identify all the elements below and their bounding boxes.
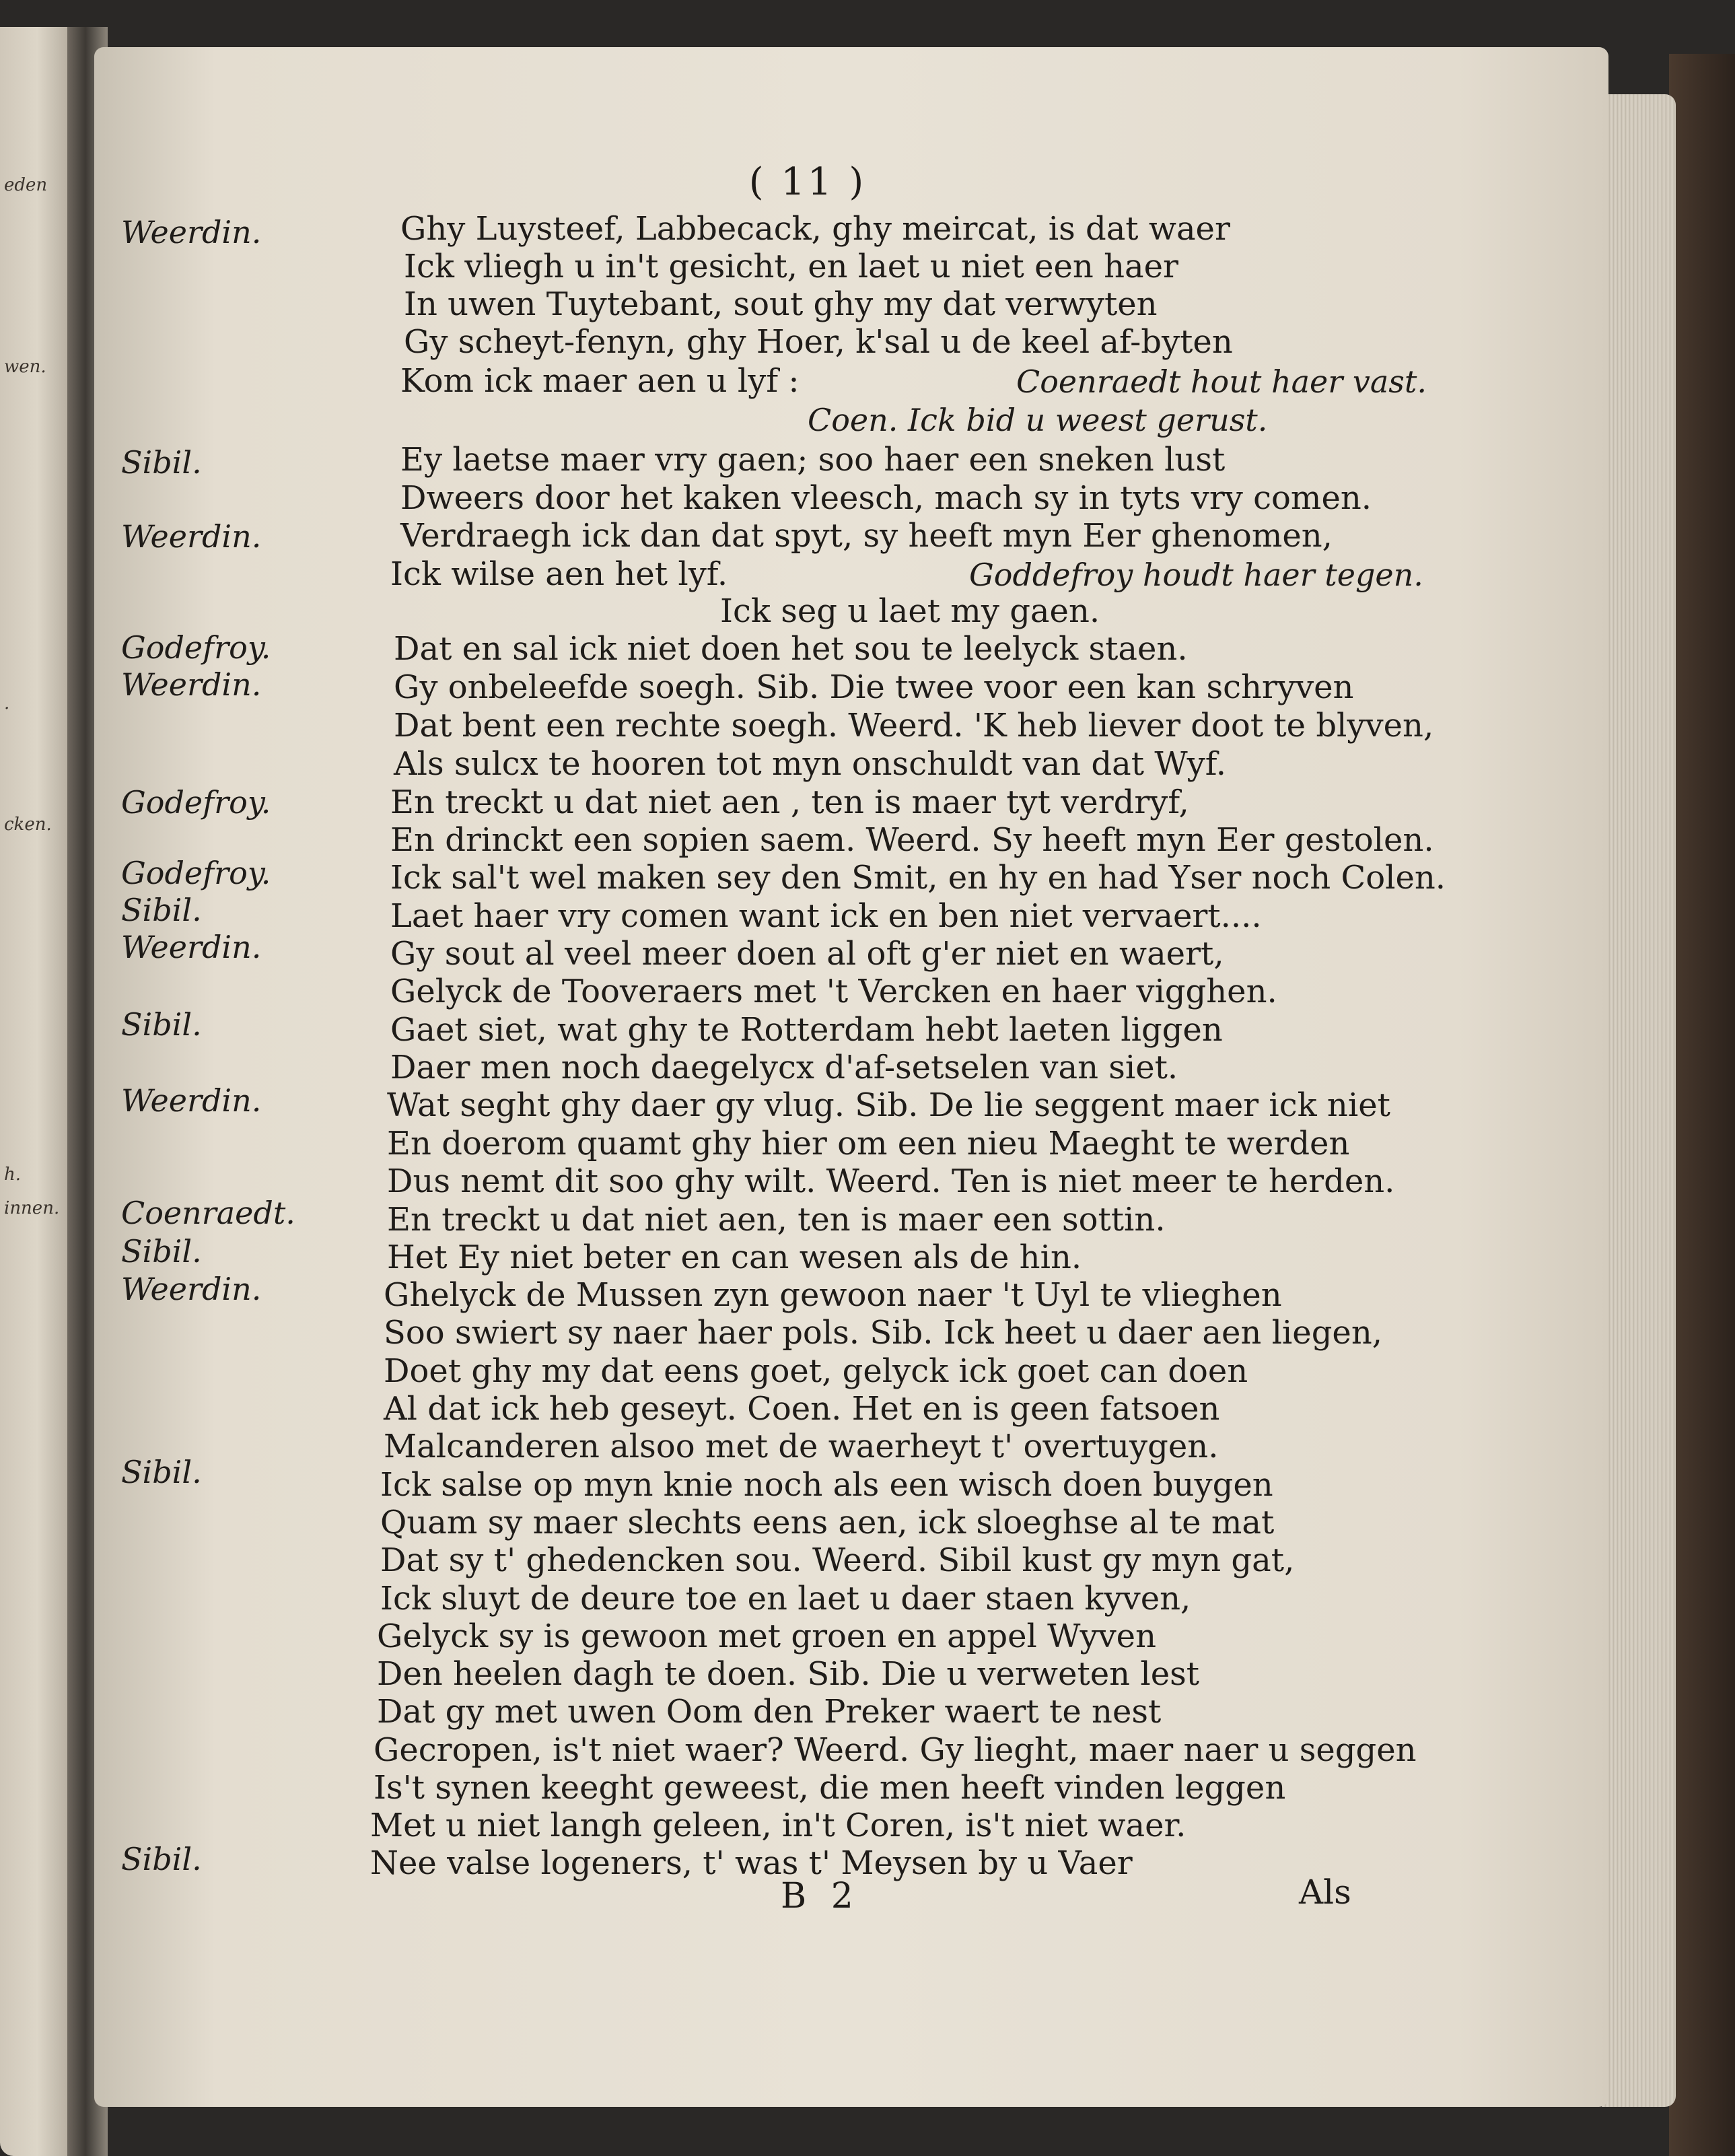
verse-line: En doerom quamt ghy hier om een nieu Maeght te werden bbox=[387, 1125, 1350, 1162]
speaker-name: Godefroy. bbox=[121, 784, 271, 821]
speaker-name: Weerdin. bbox=[121, 214, 262, 250]
margin-fragment: eden bbox=[4, 175, 48, 195]
verse-line: Met u niet langh geleen, in't Coren, is't niet waer. bbox=[370, 1807, 1187, 1844]
verse-line: Dus nemt dit soo ghy wilt. Weerd. Ten is niet meer te herden. bbox=[387, 1162, 1395, 1200]
stage-direction: Coenraedt hout haer vast. bbox=[1016, 363, 1427, 400]
verse-line: Ick wilse aen het lyf. bbox=[390, 555, 728, 593]
verse-line: Het Ey niet beter en can wesen als de hin. bbox=[387, 1239, 1082, 1276]
page-block-edge bbox=[1602, 94, 1676, 2107]
verse-line: Is't synen keeght geweest, die men heeft vinden leggen bbox=[374, 1769, 1286, 1807]
speaker-name: Coenraedt. bbox=[121, 1195, 295, 1231]
speaker-name: Weerdin. bbox=[121, 1271, 262, 1307]
speaker-name: Sibil. bbox=[121, 1006, 202, 1043]
speaker-name: Godefroy. bbox=[121, 629, 271, 666]
page-number: ( 11 ) bbox=[748, 160, 867, 204]
speaker-name: Sibil. bbox=[121, 1233, 202, 1270]
verse-line: Gelyck sy is gewoon met groen en appel Wyven bbox=[377, 1618, 1156, 1655]
verse-line: Ghelyck de Mussen zyn gewoon naer 't Uyl te vlieghen bbox=[384, 1276, 1282, 1314]
stage-direction: Goddefroy houdt haer tegen. bbox=[969, 557, 1423, 593]
verse-line: Dat sy t' ghedencken sou. Weerd. Sibil kust gy myn gat, bbox=[380, 1541, 1295, 1579]
verse-line: In uwen Tuytebant, sout ghy my dat verwyten bbox=[404, 285, 1158, 323]
verse-line: Laet haer vry comen want ick en ben niet vervaert.... bbox=[390, 897, 1262, 935]
verse-line: Ick sal't wel maken sey den Smit, en hy en had Yser noch Colen. bbox=[390, 859, 1446, 897]
margin-fragment: innen. bbox=[4, 1198, 60, 1218]
speaker-name: Sibil. bbox=[121, 892, 202, 928]
verse-line: En treckt u dat niet aen , ten is maer tyt verdryf, bbox=[390, 784, 1189, 821]
margin-fragment: wen. bbox=[4, 357, 46, 377]
verse-line: Wat seght ghy daer gy vlug. Sib. De lie seggent maer ick niet bbox=[387, 1086, 1390, 1124]
verse-line: En treckt u dat niet aen, ten is maer een sottin. bbox=[387, 1201, 1166, 1239]
verse-line: Ick seg u laet my gaen. bbox=[720, 592, 1100, 630]
speaker-name: Sibil. bbox=[121, 444, 202, 481]
verse-line: Dweers door het kaken vleesch, mach sy in tyts vry comen. bbox=[400, 479, 1372, 517]
verse-line: Gy sout al veel meer doen al oft g'er niet en waert, bbox=[390, 935, 1224, 973]
verse-line: Gelyck de Tooveraers met 't Vercken en haer vigghen. bbox=[390, 973, 1277, 1010]
verse-line: Dat bent een rechte soegh. Weerd. 'K heb liever doot te blyven, bbox=[394, 707, 1434, 744]
verse-line: Gy scheyt-fenyn, ghy Hoer, k'sal u de keel af-byten bbox=[404, 323, 1233, 361]
verse-line: Ick sluyt de deure toe en laet u daer staen kyven, bbox=[380, 1580, 1191, 1618]
speaker-name: Sibil. bbox=[121, 1841, 202, 1877]
verse-line: Gaet siet, wat ghy te Rotterdam hebt laeten liggen bbox=[390, 1011, 1223, 1049]
verse-line: Ghy Luysteef, Labbecack, ghy meircat, is dat waer bbox=[400, 210, 1230, 248]
verse-line: Soo swiert sy naer haer pols. Sib. Ick heet u daer aen liegen, bbox=[384, 1314, 1382, 1352]
verse-line: Dat gy met uwen Oom den Preker waert te nest bbox=[377, 1693, 1162, 1731]
verse-line: Nee valse logeners, t' was t' Meysen by u Vaer bbox=[370, 1844, 1133, 1882]
verse-line: Al dat ick heb geseyt. Coen. Het en is geen fatsoen bbox=[384, 1390, 1220, 1428]
verse-line: Den heelen dagh te doen. Sib. Die u verweten lest bbox=[377, 1655, 1200, 1693]
verse-line: En drinckt een sopien saem. Weerd. Sy heeft myn Eer gestolen. bbox=[390, 821, 1434, 859]
signature-mark: B 2 bbox=[781, 1876, 860, 1916]
verse-line: Als sulcx te hooren tot myn onschuldt van dat Wyf. bbox=[394, 745, 1227, 783]
verse-line: Ey laetse maer vry gaen; soo haer een sneken lust bbox=[400, 441, 1226, 479]
speaker-name: Weerdin. bbox=[121, 929, 262, 965]
margin-fragment: h. bbox=[4, 1164, 22, 1185]
facing-page bbox=[0, 27, 67, 2156]
verse-line: Dat en sal ick niet doen het sou te leelyck staen. bbox=[394, 630, 1188, 668]
book-cover-edge bbox=[1669, 54, 1735, 2156]
verse-line: Doet ghy my dat eens goet, gelyck ick goet can doen bbox=[384, 1352, 1248, 1390]
speaker-name: Godefroy. bbox=[121, 855, 271, 891]
margin-fragment: . bbox=[4, 693, 10, 714]
verse-line: Gecropen, is't niet waer? Weerd. Gy lieght, maer naer u seggen bbox=[374, 1731, 1417, 1769]
speaker-name: Sibil. bbox=[121, 1454, 202, 1490]
speaker-name: Weerdin. bbox=[121, 1082, 262, 1119]
catchword: Als bbox=[1299, 1873, 1351, 1912]
verse-line: Verdraegh ick dan dat spyt, sy heeft myn Eer ghenomen, bbox=[400, 517, 1333, 555]
margin-fragment: cken. bbox=[4, 814, 52, 835]
verse-line: Ick salse op myn knie noch als een wisch doen buygen bbox=[380, 1466, 1273, 1504]
speaker-name: Weerdin. bbox=[121, 518, 262, 555]
verse-line: Quam sy maer slechts eens aen, ick sloeghse al te mat bbox=[380, 1504, 1275, 1541]
verse-line: Gy onbeleefde soegh. Sib. Die twee voor een kan schryven bbox=[394, 668, 1354, 706]
speaker-name: Weerdin. bbox=[121, 666, 262, 703]
verse-line: Malcanderen alsoo met de waerheyt t' overtuygen. bbox=[384, 1428, 1219, 1465]
verse-line: Ick vliegh u in't gesicht, en laet u niet een haer bbox=[404, 248, 1178, 285]
verse-line: Daer men noch daegelycx d'af-setselen van siet. bbox=[390, 1049, 1178, 1086]
stage-direction: Coen. Ick bid u weest gerust. bbox=[808, 402, 1268, 438]
verse-line: Kom ick maer aen u lyf : bbox=[400, 362, 800, 400]
